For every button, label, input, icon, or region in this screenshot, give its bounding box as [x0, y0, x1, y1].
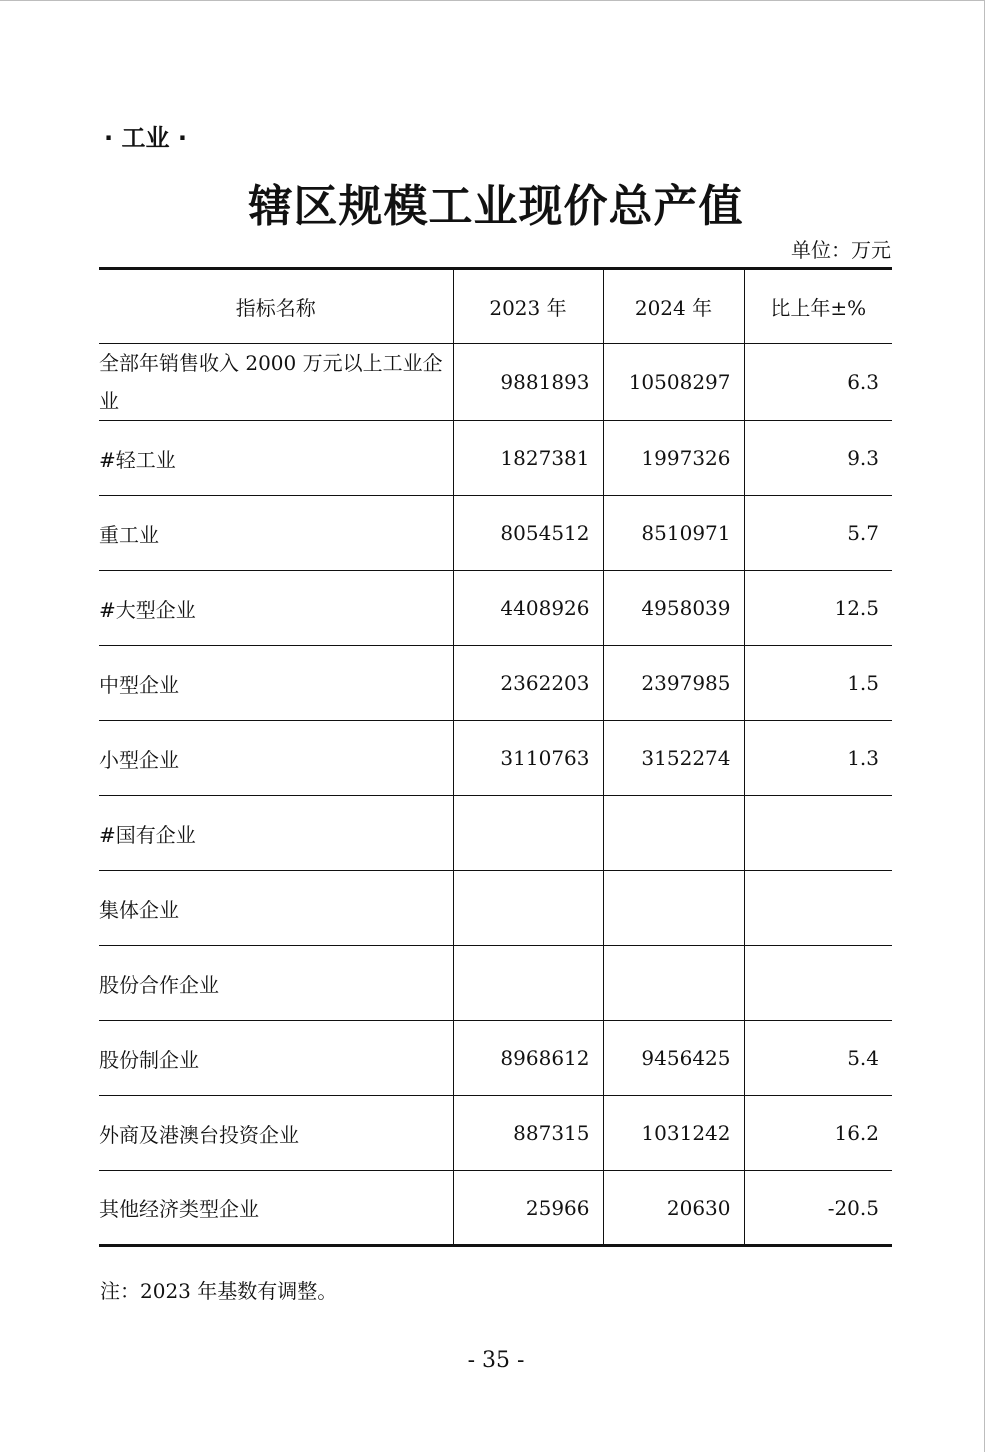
table-row — [99, 496, 892, 571]
row-change: 9.3 — [744, 421, 892, 496]
row-value-2023: 25966 — [453, 1171, 603, 1246]
row-value-2024: 3152274 — [603, 721, 744, 796]
table-row — [99, 1171, 892, 1246]
row-name: 股份制企业 — [99, 1021, 453, 1096]
table-title: 辖区规模工业现价总产值 — [248, 181, 744, 232]
header-2024: 2024 年 — [603, 269, 744, 344]
page-number: - 35 - — [467, 1348, 525, 1373]
row-value-2024: 2397985 — [603, 646, 744, 721]
row-value-2023 — [453, 946, 603, 1021]
row-value-2023: 8054512 — [453, 496, 603, 571]
table-row — [99, 946, 892, 1021]
row-change — [744, 946, 892, 1021]
row-change — [744, 796, 892, 871]
row-change: 1.3 — [744, 721, 892, 796]
row-value-2024 — [603, 946, 744, 1021]
row-value-2023 — [453, 871, 603, 946]
row-change: 5.4 — [744, 1021, 892, 1096]
row-value-2023: 4408926 — [453, 571, 603, 646]
page-top-border — [0, 0, 985, 1]
table-row — [99, 344, 892, 421]
row-value-2023: 887315 — [453, 1096, 603, 1171]
row-name: 中型企业 — [99, 646, 453, 721]
row-change: 12.5 — [744, 571, 892, 646]
table-row — [99, 646, 892, 721]
unit-label: 单位：万元 — [791, 238, 891, 262]
section-label: · 工业 · — [104, 124, 187, 152]
row-change — [744, 871, 892, 946]
row-value-2024 — [603, 871, 744, 946]
table-row — [99, 721, 892, 796]
table-row — [99, 871, 892, 946]
row-value-2024: 8510971 — [603, 496, 744, 571]
row-change: 6.3 — [744, 344, 892, 421]
table-row — [99, 571, 892, 646]
row-change: -20.5 — [744, 1171, 892, 1246]
row-name: 股份合作企业 — [99, 946, 453, 1021]
row-value-2024: 1997326 — [603, 421, 744, 496]
row-change: 5.7 — [744, 496, 892, 571]
header-2023: 2023 年 — [453, 269, 603, 344]
row-name: 重工业 — [99, 496, 453, 571]
row-value-2024: 10508297 — [603, 344, 744, 421]
row-change: 16.2 — [744, 1096, 892, 1171]
row-name: 其他经济类型企业 — [99, 1171, 453, 1246]
row-name: 小型企业 — [99, 721, 453, 796]
row-value-2023: 9881893 — [453, 344, 603, 421]
table-row — [99, 1096, 892, 1171]
row-change: 1.5 — [744, 646, 892, 721]
row-value-2024: 20630 — [603, 1171, 744, 1246]
row-value-2023: 2362203 — [453, 646, 603, 721]
table-row — [99, 1021, 892, 1096]
header-change-percent: 比上年±% — [744, 269, 892, 344]
table-header-row — [99, 269, 892, 344]
row-name: 集体企业 — [99, 871, 453, 946]
row-name: 全部年销售收入 2000 万元以上工业企业 — [99, 344, 453, 421]
row-value-2024: 9456425 — [603, 1021, 744, 1096]
row-value-2024: 1031242 — [603, 1096, 744, 1171]
row-name: #轻工业 — [99, 421, 453, 496]
row-value-2024: 4958039 — [603, 571, 744, 646]
row-name: 外商及港澳台投资企业 — [99, 1096, 453, 1171]
row-value-2023: 3110763 — [453, 721, 603, 796]
row-value-2024 — [603, 796, 744, 871]
table-row — [99, 421, 892, 496]
row-value-2023: 8968612 — [453, 1021, 603, 1096]
row-name: #国有企业 — [99, 796, 453, 871]
industrial-output-table — [99, 267, 892, 1247]
row-name: #大型企业 — [99, 571, 453, 646]
header-indicator-name: 指标名称 — [99, 269, 453, 344]
row-value-2023 — [453, 796, 603, 871]
row-value-2023: 1827381 — [453, 421, 603, 496]
table-footnote: 注：2023 年基数有调整。 — [100, 1279, 338, 1303]
table-row — [99, 796, 892, 871]
